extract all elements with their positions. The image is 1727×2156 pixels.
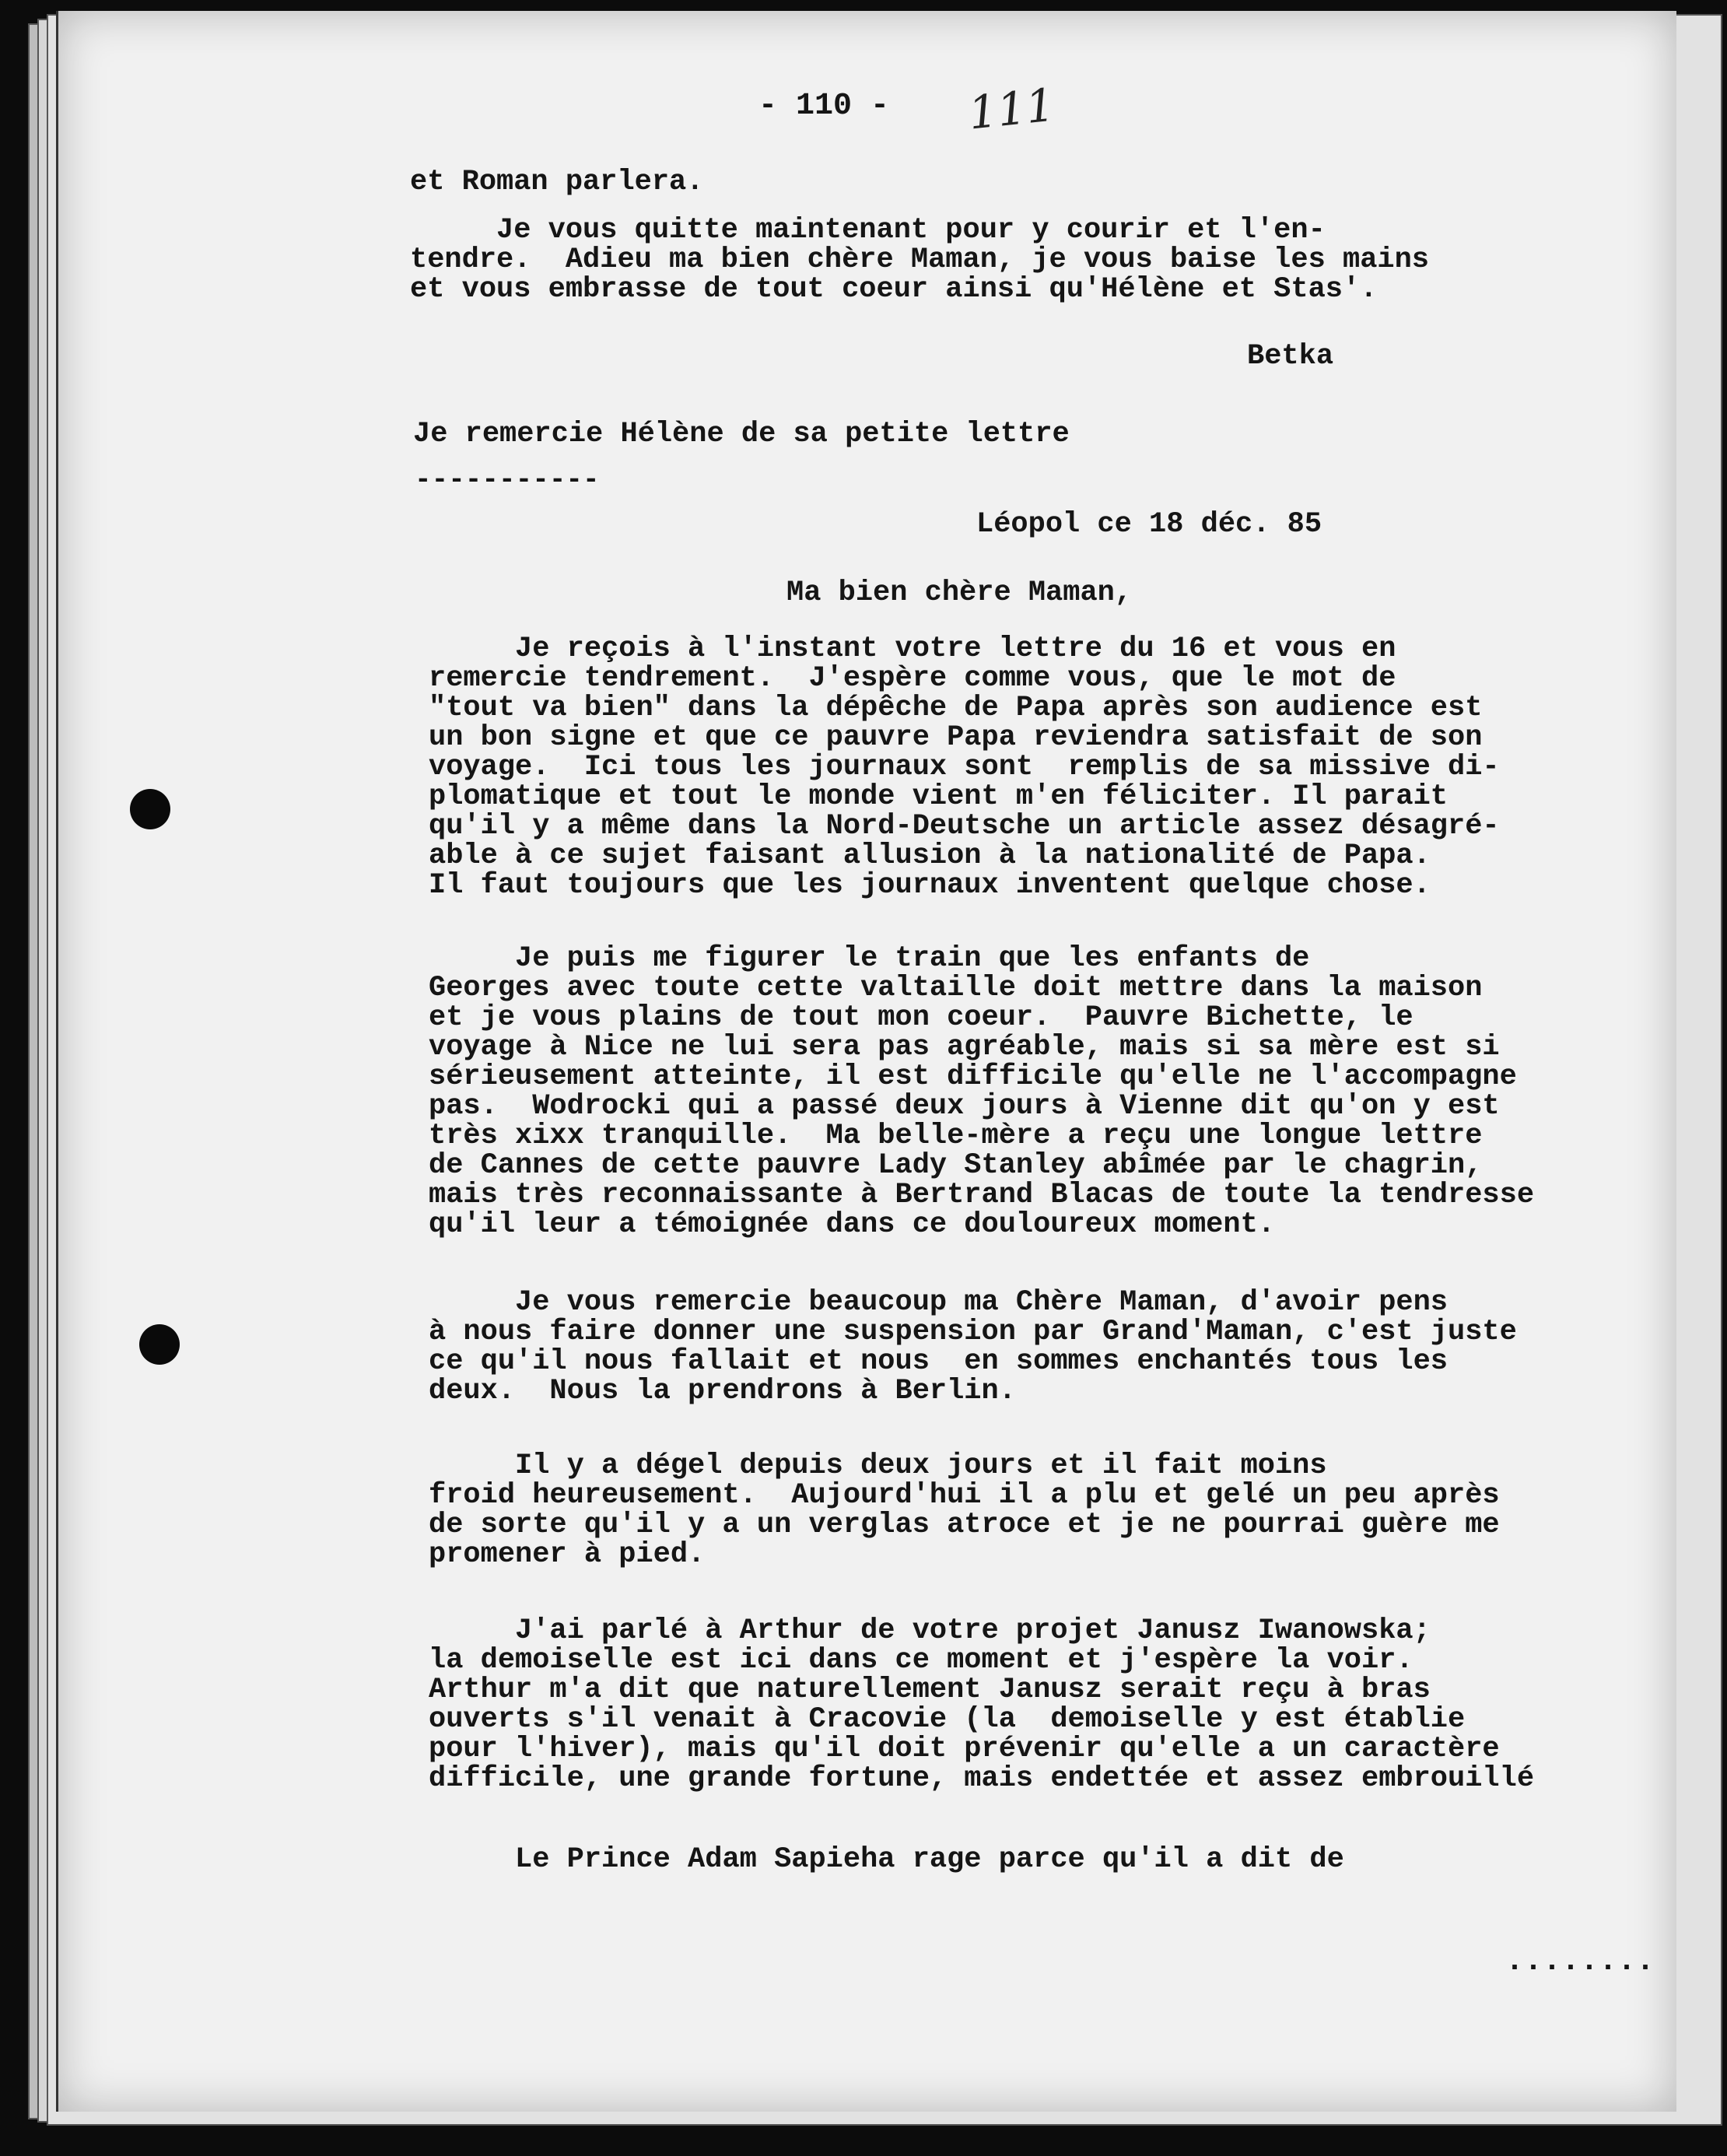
text-line: "tout va bien" dans la dépêche de Papa après son audience est [429,692,1483,724]
text-line: tendre. Adieu ma bien chère Maman, je vous baise les mains [410,244,1430,276]
text-line: Je vous remercie beaucoup ma Chère Maman, d'avoir pens [429,1286,1449,1319]
letter-page [56,11,1676,2112]
text-line: Le Prince Adam Sapieha rage parce qu'il a dit de [429,1843,1344,1876]
text-line: Je vous quitte maintenant pour y courir et l'en- [410,214,1326,247]
text-line: deux. Nous la prendrons à Berlin. [429,1375,1016,1408]
text-line: de sorte qu'il y a un verglas atroce et je ne pourrai guère me [429,1509,1500,1541]
text-line: able à ce sujet faisant allusion à la nationalité de Papa. [429,840,1431,872]
text-line: Il faut toujours que les journaux inventent quelque chose. [429,869,1431,902]
text-line: et Roman parlera. [410,166,704,198]
text-line: et je vous plains de tout mon coeur. Pauvre Bichette, le [429,1001,1413,1034]
text-line: difficile, une grande fortune, mais endettée et assez embrouillé [429,1762,1535,1795]
text-line: ouverts s'il venait à Cracovie (la demoiselle y est établie [429,1703,1466,1736]
letter-salutation: Ma bien chère Maman, [786,577,1133,609]
text-line: pas. Wodrocki qui a passé deux jours à Vienne dit qu'on y est [429,1090,1500,1123]
punch-hole [139,1324,180,1365]
text-line: ce qu'il nous fallait et nous en sommes enchantés tous les [429,1345,1449,1378]
text-line: qu'il y a même dans la Nord-Deutsche un article assez désagré- [429,810,1500,843]
text-line: mais très reconnaissante à Bertrand Blacas de toute la tendresse [429,1179,1535,1211]
postscript-underline: ----------- [415,464,600,496]
text-line: Je puis me figurer le train que les enfants de [429,942,1310,975]
text-line: pour l'hiver), mais qu'il doit prévenir qu'elle a un caractère [429,1733,1500,1765]
postscript-line: Je remercie Hélène de sa petite lettre [413,418,1070,450]
text-line: Georges avec toute cette valtaille doit mettre dans la maison [429,972,1483,1004]
text-line: Je reçois à l'instant votre lettre du 16 et vous en [429,633,1396,665]
handwritten-page-number: 111 [965,78,1057,140]
text-line: J'ai parlé à Arthur de votre projet Janusz Iwanowska; [429,1614,1431,1647]
letter-date: Léopol ce 18 déc. 85 [976,508,1322,541]
text-line: froid heureusement. Aujourd'hui il a plu et gelé un peu après [429,1479,1500,1512]
text-line: Il y a dégel depuis deux jours et il fait moins [429,1450,1327,1482]
text-line: Arthur m'a dit que naturellement Janusz serait reçu à bras [429,1674,1431,1706]
text-line: remercie tendrement. J'espère comme vous, que le mot de [429,662,1396,695]
signature-betka: Betka [1247,340,1334,373]
text-line: sérieusement atteinte, il est difficile qu'elle ne l'accompagne [429,1060,1517,1093]
text-line: de Cannes de cette pauvre Lady Stanley abîmée par le chagrin, [429,1149,1483,1182]
punch-hole [130,789,170,829]
page-number: - 110 - [758,89,890,124]
text-line: qu'il leur a témoignée dans ce douloureux moment. [429,1208,1275,1241]
text-line: à nous faire donner une suspension par Grand'Maman, c'est juste [429,1316,1517,1348]
text-line: la demoiselle est ici dans ce moment et j'espère la voir. [429,1644,1413,1677]
text-line: voyage à Nice ne lui sera pas agréable, mais si sa mère est si [429,1031,1500,1064]
text-line: voyage. Ici tous les journaux sont remplis de sa missive di- [429,751,1500,784]
text-line: promener à pied. [429,1538,706,1571]
text-line: un bon signe et que ce pauvre Papa reviendra satisfait de son [429,721,1483,754]
text-line: et vous embrasse de tout coeur ainsi qu'Hélène et Stas'. [410,273,1378,306]
continuation-dots: ........ [1505,1944,1655,1979]
text-line: plomatique et tout le monde vient m'en féliciter. Il parait [429,780,1449,813]
text-line: très xixx tranquille. Ma belle-mère a reçu une longue lettre [429,1120,1483,1152]
